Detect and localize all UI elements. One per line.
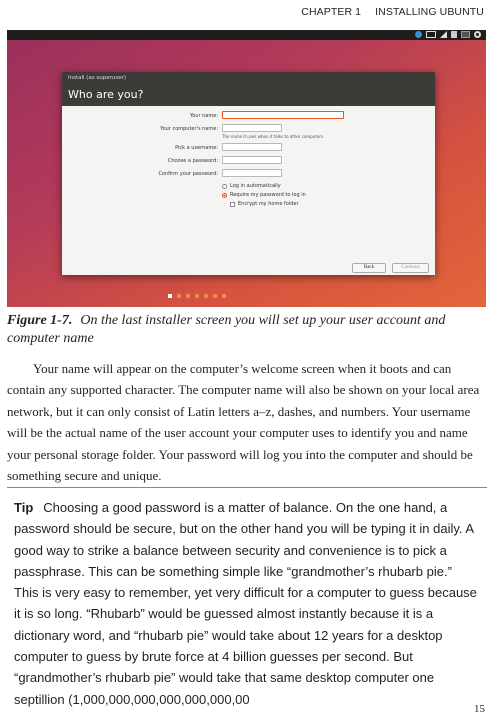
battery-icon (426, 31, 436, 38)
tip-label: Tip (14, 500, 34, 515)
username-label: Pick a username: (175, 145, 218, 151)
progress-dot (204, 294, 208, 298)
require-password-option[interactable] (222, 192, 306, 198)
require-password-label: Require my password to log in (230, 192, 306, 198)
installer-screenshot (7, 30, 486, 307)
your-name-input[interactable] (222, 111, 344, 119)
progress-dot (195, 294, 199, 298)
progress-dot (177, 294, 181, 298)
ubuntu-top-panel (7, 30, 486, 40)
computer-name-input[interactable] (222, 124, 282, 132)
encrypt-home-checkbox[interactable] (230, 202, 235, 207)
system-tray (415, 31, 481, 38)
page-number: 15 (474, 703, 485, 715)
figure-number: Figure 1-7. (7, 313, 73, 328)
page-heading: Who are you? (68, 88, 144, 101)
continue-button[interactable]: Continue (392, 263, 429, 273)
figure-caption (7, 312, 487, 348)
computer-name-hint-row (62, 134, 435, 143)
encrypt-home-label: Encrypt my home folder (238, 201, 299, 207)
running-head-chapter: CHAPTER 1 (301, 6, 362, 18)
installer-window (62, 72, 435, 275)
progress-dot (168, 294, 172, 298)
progress-dot (222, 294, 226, 298)
accessibility-icon (415, 31, 422, 38)
running-head (301, 6, 484, 18)
tip-text: Choosing a good password is a matter of balance. On the one hand, a password should be secure, but on the other hand you will be typing it in daily. A good way to strike a balance between security and convenience is to pick a passphrase. This can be something simple like “grandmother’s rhubarb pie.” This is very easy to remember, yet very difficult for a computer to guess because it is so long. “Rhubarb” would be guessed almost instantly because it is a dictionary word, and “rhubarb pie” would take about 12 years for a desktop computer to guess by brute force at 4 billion guesses per second. But “grandmother’s rhubarb pie” would take that same desktop computer one septillion (1,000,000,000,000,000,000,00 (14, 500, 477, 707)
back-button[interactable]: Back (352, 263, 386, 273)
username-row (62, 143, 435, 152)
computer-name-row (62, 124, 435, 133)
auto-login-option[interactable] (222, 183, 281, 189)
settings-icon (474, 31, 481, 38)
running-head-title: INSTALLING UBUNTU (375, 6, 484, 18)
computer-name-label: Your computer's name: (160, 126, 218, 132)
keyboard-icon (461, 31, 470, 38)
body-paragraph: Your name will appear on the computer’s welcome screen when it boots and can contain any supported character. The computer name will also be shown on your local area network, but it can only consist of Latin letters a–z, dashes, and numbers. Your username will be the actual name of the user account your computer uses to identify you and name your personal storage folder. Your password will log you into the computer and should be something secure and unique. (7, 361, 480, 484)
auto-login-label: Log in automatically (230, 183, 281, 189)
progress-dot (213, 294, 217, 298)
confirm-input[interactable] (222, 169, 282, 177)
password-row (62, 156, 435, 165)
password-label: Choose a password: (167, 158, 218, 164)
username-input[interactable] (222, 143, 282, 151)
confirm-label: Confirm your password: (158, 171, 218, 177)
auto-login-radio[interactable] (222, 184, 227, 189)
your-name-row (62, 111, 435, 120)
your-name-label: Your name: (189, 113, 218, 119)
figure-caption-text: On the last installer screen you will set up your user account and computer name (7, 313, 446, 346)
progress-dots (168, 294, 226, 298)
require-password-radio[interactable] (222, 193, 227, 198)
window-title: Install (as superuser) (68, 75, 127, 81)
tip-divider (7, 487, 487, 488)
computer-name-hint: The name it uses when it talks to other computers. (222, 134, 325, 139)
progress-dot (186, 294, 190, 298)
volume-icon (451, 31, 457, 38)
encrypt-home-option[interactable] (222, 201, 299, 207)
installer-header (62, 72, 435, 106)
confirm-row (62, 169, 435, 178)
tip-box (14, 497, 479, 710)
network-icon (440, 31, 447, 38)
password-input[interactable] (222, 156, 282, 164)
